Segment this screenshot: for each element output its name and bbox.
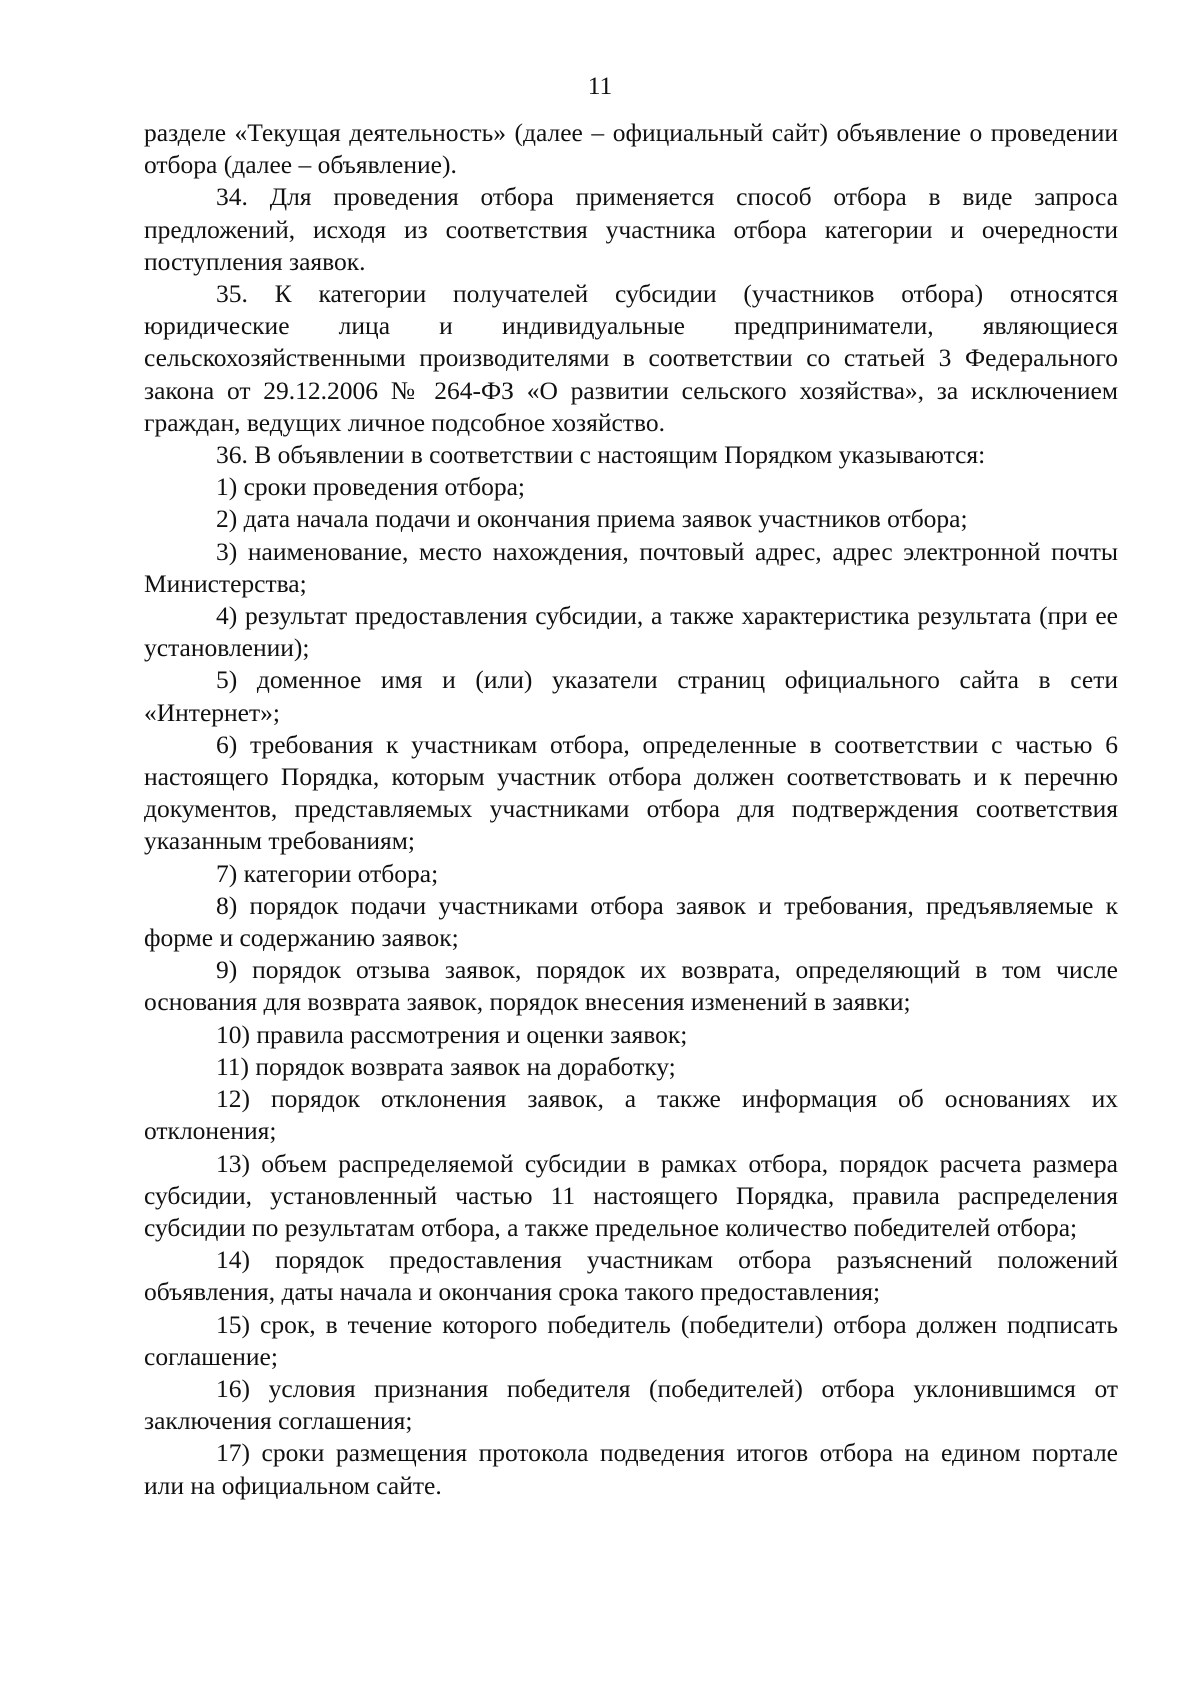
list-item-2: 2) дата начала подачи и окончания приема заявок участников отбора; [216, 504, 968, 534]
list-item-3: 3) наименование, место нахождения, почтовый адрес, адрес электронной почты Министерства; [144, 536, 1118, 598]
list-item-5: 5) доменное имя и (или) указатели страниц официального сайта в сети «Интернет»; [144, 665, 1118, 727]
page-number: 11 [587, 71, 613, 100]
list-item-16: 16) условия признания победителя (победителей) отбора уклонившимся от заключения соглашения; [144, 1373, 1118, 1436]
paragraph-continuation: разделе «Текущая деятельность» (далее – официальный сайт) объявление о проведении отбора (далее – объявление). [144, 118, 1118, 180]
paragraph-35: 35. К категории получателей субсидии (участников отбора) относятся юридические лица и индивидуальные предприниматели, являющиеся сельскохозяйственными производителями в соответствии со статьей 3 Федерального закона от 29.12.2006 № 264-ФЗ «О развитии сельского хозяйства», за исключением граждан, ведущих личное подсобное хозяйство. [144, 279, 1118, 437]
list-item-14: 14) порядок предоставления участникам отбора разъяснений положений объявления, даты начала и окончания срока такого предоставления; [144, 1245, 1118, 1307]
list-item-13: 13) объем распределяемой субсидии в рамках отбора, порядок расчета размера субсидии, установленный частью 11 настоящего Порядка, правила распределения субсидии по результатам отбора, а также предельное количество победителей отбора; [144, 1148, 1118, 1242]
list-item-1: 1) сроки проведения отбора; [216, 472, 525, 502]
list-item-6: 6) требования к участникам отбора, определенные в соответствии с частью 6 настоящего Порядка, которым участник отбора должен соответствовать и к перечню документов, представляемых участниками отбора для подтверждения соответствия указанным требованиям; [144, 729, 1118, 856]
list-item-9: 9) порядок отзыва заявок, порядок их возврата, определяющий в том числе основания для возврата заявок, порядок внесения изменений в заявки; [144, 955, 1118, 1017]
list-item-8: 8) порядок подачи участниками отбора заявок и требования, предъявляемые к форме и содержанию заявок; [144, 890, 1118, 953]
document-body [144, 117, 1118, 1502]
list-item-11: 11) порядок возврата заявок на доработку; [216, 1051, 676, 1081]
paragraph-36: 36. В объявлении в соответствии с настоящим Порядком указываются: [216, 440, 986, 470]
list-item-12: 12) порядок отклонения заявок, а также информация об основаниях их отклонения; [144, 1084, 1118, 1146]
list-item-17: 17) сроки размещения протокола подведения итогов отбора на едином портале или на официальном сайте. [144, 1438, 1118, 1500]
list-item-4: 4) результат предоставления субсидии, а также характеристика результата (при ее установлении); [144, 601, 1118, 663]
list-item-7: 7) категории отбора; [216, 858, 439, 888]
paragraph-34: 34. Для проведения отбора применяется способ отбора в виде запроса предложений, исходя из соответствия участника отбора категории и очередности поступления заявок. [144, 182, 1118, 276]
list-item-15: 15) срок, в течение которого победитель (победители) отбора должен подписать соглашение; [144, 1309, 1118, 1371]
list-item-10: 10) правила рассмотрения и оценки заявок; [216, 1019, 688, 1049]
